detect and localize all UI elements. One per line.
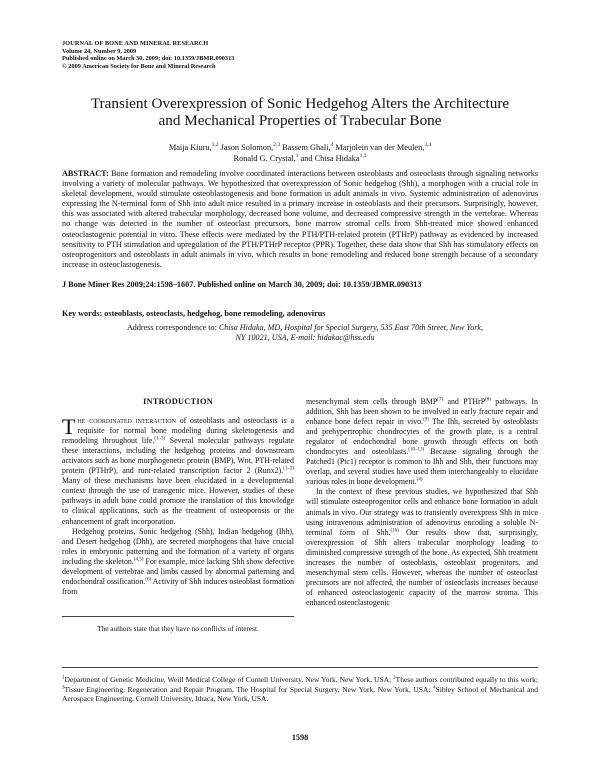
author-name: Bassem Ghali, — [282, 143, 331, 152]
text-run: Several molecular pathways regulate these interactions, including the hedgehog proteins and downstream activators such as bone morphogenetic protein (BMP), Wnt, PTH-related protein (PTHrP), and runt-related transcription factor 2 (Runx2). — [62, 436, 294, 476]
reference-sup: (4,5) — [133, 557, 144, 563]
reference-sup: (10–13) — [408, 447, 425, 453]
affiliation-sup: 4 — [433, 685, 436, 690]
journal-published: Published online on March 30, 2009; doi: 10.1359/JBMR.090313 — [62, 55, 235, 63]
author-affiliation-sup: 3,4 — [424, 142, 432, 149]
paragraph — [306, 397, 538, 487]
text-run: pathways. In addition, Shh has been shown to be involved in early fracture repair and enhance bone defect repair in vivo. — [306, 397, 538, 427]
author-line-2 — [62, 153, 538, 164]
lead-in: he coordinated interaction — [77, 416, 176, 426]
paragraph — [62, 527, 294, 597]
affiliation-sup: 2 — [393, 675, 396, 681]
reference-sup: (1–3) — [154, 436, 166, 442]
abstract-label: ABSTRACT: — [62, 169, 109, 178]
author-name: Jason Solomon, — [220, 143, 274, 152]
title-line-2: and Mechanical Properties of Trabecular Bone — [158, 112, 442, 129]
title-line-1: Transient Overexpression of Sonic Hedgehog Alters the Architecture — [90, 95, 510, 112]
correspondence-address — [90, 323, 520, 344]
address-line-2: NY 10021, USA, E-mail: hidakac@hss.edu — [235, 333, 375, 343]
reference-sup: (9) — [423, 417, 429, 423]
page-number: 1598 — [291, 733, 309, 742]
reference-sup: (4) — [416, 477, 423, 483]
journal-volume: Volume 24, Number 9, 2009 — [62, 47, 137, 55]
text-run: Our results show that, surprisingly, overexpression of Shh alters trabecular morphology leading to diminished compressive strength of the bone. As expected, Shh treatment increases the number of osteoblasts, osteoblast progenitors, and mesenchymal stem cells. However, whereas the number of osteoclast precursors are not affected, the number of osteoclasts increases because of enhanced osteoclastogenic capacity of the marrow stroma. This enhanced osteoclastogenic — [306, 527, 538, 607]
reference-sup: (6) — [145, 577, 152, 583]
text-run: Because signaling through the Patched1 (Ptc1) receptor is common to Ihh and Shh, their functions may overlap, and several studies have used them interchangeably to elucidate various roles in bone development. — [306, 447, 538, 487]
article-title — [40, 95, 560, 129]
author-affiliation-sup: 4 — [330, 142, 334, 149]
author-affiliation-sup: 1 — [295, 153, 299, 160]
text-run: In the context of these previous studies, we hypothesized that Shh will stimulate osteoprogenitor cells and enhance bone formation in adult animals in vivo. Our strategy was to transiently overexpress Shh in mice using intravenous administration of adenovirus encoding a soluble N-terminal form of Shh. — [306, 487, 538, 537]
conflict-of-interest-note: The authors state that they have no conflicts of interest. — [62, 616, 294, 633]
author-affiliation-sup: 2,3 — [273, 142, 281, 149]
affiliation-text: Tissue Engineering, Regeneration and Repair Program, The Hospital for Special Surgery, New York, New York, USA; — [64, 684, 434, 694]
author-name: Ronald G. Crystal, — [233, 154, 296, 163]
journal-name: JOURNAL OF BONE AND MINERAL RESEARCH — [62, 40, 209, 47]
citation: J Bone Miner Res 2009;24:1598–1607. Published online on March 30, 2009; doi: 10.1359/JBMR.090313 — [62, 280, 422, 289]
text-run: of osteoblasts and osteoclasts is a requisite for normal bone modeling during skeletogenesis and remodeling throughout life. — [62, 416, 294, 446]
journal-header — [62, 40, 542, 70]
reference-sup: (16) — [390, 527, 399, 533]
keywords: Key words: osteoblasts, osteoclasts, hedgehog, bone remodeling, adenovirus — [62, 309, 326, 318]
author-name: Marjolein van der Meulen, — [335, 143, 425, 152]
address-text-1: Chisa Hidaka, MD, Hospital for Special Surgery, 535 East 70th Street, New York, — [218, 323, 484, 332]
affiliation-text: Sibley School of Mechanical and Aerospace Engineering, Cornell University, Ithaca, New York, USA. — [62, 684, 538, 703]
author-list — [62, 142, 538, 164]
author-affiliation-sup: 1,3 — [359, 153, 367, 160]
paragraph — [62, 416, 294, 527]
drop-cap: T — [62, 414, 76, 440]
abstract — [62, 169, 538, 270]
affiliation-sup: 1 — [62, 675, 65, 681]
reference-sup: (8) — [485, 397, 491, 403]
affiliation-text: These authors contributed equally to this work; — [395, 675, 538, 684]
affiliation-sup: 3 — [62, 685, 65, 690]
text-run: Activity of Shh induces osteoblast formation from — [62, 576, 295, 596]
author-name: and Chisa Hidaka — [300, 154, 360, 163]
address-label: Address correspondence to: — [126, 323, 217, 332]
text-run: Hedgehog proteins, Sonic hedgehog (Shh), Indian hedgehog (Ihh), and Desert hedgehog (Dhh), are secreted morphogens that have crucial roles in embryonic patterning and the formation of a variety of organs including the skeleton. — [62, 526, 294, 566]
affiliations-footnote — [62, 667, 538, 704]
right-column — [306, 397, 538, 608]
text-run: and PTHrP — [443, 397, 486, 406]
paragraph — [306, 487, 538, 608]
abstract-text: Bone formation and remodeling involve coordinated interactions between osteoblasts and osteoclasts through signaling networks involving a variety of molecular pathways. We hypothesized that overexpression of Sonic hedgehog (Shh), a morphogen with a crucial role in skeletal development, would stimulate osteoblastogenesis and bone formation in adult animals in vivo. Systemic administration of adenovirus expressing the N-terminal form of Shh into adult mice resulted in a primary increase in osteoblasts and their precursors. Surprisingly, however, this was associated with altered trabecular morphology, decreased bone volume, and decreased compressive strength in the vertebrae. Whereas no change was detected in the number of osteoclast precursors, bone marrow stromal cells from Shh-treated mice showed enhanced osteoclastogenic potential in vitro. These effects were mediated by the PTH/PTH-related protein (PTHrP) pathway as evidenced by increased sensitivity to PTH stimulation and upregulation of the PTH/PTHrP receptor (PPR). Together, these data show that Shh has stimulatory effects on osteoprogenitors and osteoblasts in adult animals in vivo, which results in bone remodeling and reduced bone strength because of a secondary increase in osteoclastogenesis. — [62, 169, 538, 269]
address-line-1 — [90, 323, 520, 333]
section-heading-introduction: INTRODUCTION — [143, 397, 213, 406]
reference-sup: (7) — [437, 397, 444, 403]
reference-sup: (1–3) — [283, 466, 294, 472]
text-run: For example, mice lacking Shh show defective development of vertebrae and limbs caused by abnormal patterning and endochondral ossification. — [62, 556, 294, 586]
journal-copyright: © 2009 American Society for Bone and Mineral Research — [62, 62, 216, 70]
author-line-1 — [62, 142, 538, 153]
author-name: Maija Kiuru, — [168, 143, 212, 152]
author-affiliation-sup: 1,2 — [211, 142, 219, 149]
affiliation-text: Department of Genetic Medicine, Weill Medical College of Cornell University, New York, New York, USA; — [64, 675, 394, 684]
text-run: Many of these mechanisms have been elucidated in a developmental context through the use of transgenic mice. However, studies of these pathways in adult bone could promote the translation of this knowledge to clinical applications, such as the treatment of osteoporosis or the enhancement of graft incorporation. — [62, 476, 294, 526]
text-run: mesenchymal stem cells through BMP — [306, 397, 438, 406]
left-column — [62, 397, 294, 597]
text-run: The Ihh, secreted by osteoblasts and prehypertrophic chondrocytes of the growth plate, is a central regulator of endochondral bone growth through effects on both chondrocytes and osteoblasts. — [306, 417, 538, 457]
